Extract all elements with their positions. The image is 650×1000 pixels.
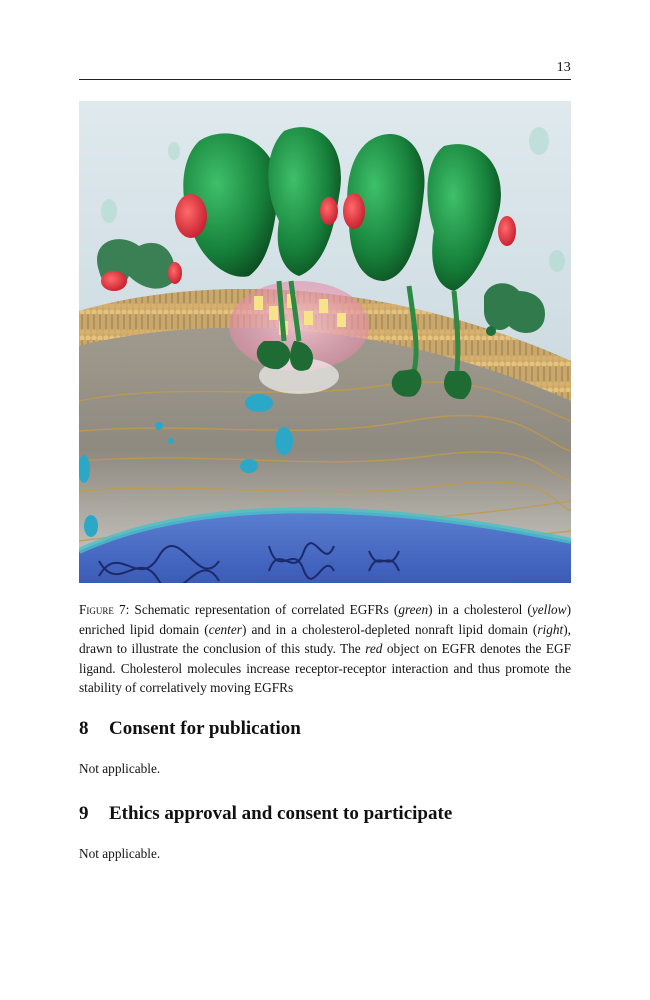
section-body-8: Not applicable. (79, 761, 161, 776)
section-heading-8 (79, 718, 301, 740)
caption-segment: ) in a cholesterol ( (428, 602, 532, 617)
egfr-membrane-illustration (79, 101, 571, 583)
caption-segment: object on EGFR denotes the EGF ligand. Cholesterol molecules increase receptor-receptor interaction and thus promote the stability of correlatively moving EGFRs (79, 641, 571, 696)
caption-italic-term: red (365, 641, 383, 657)
section-number: 8 (79, 718, 89, 739)
caption-segment: Schematic representation of correlated EGFRs ( (134, 602, 399, 617)
figure-label: Figure (79, 602, 114, 617)
figure-caption: Figure 7: Schematic representation of correlated EGFRs (green) in a cholesterol (yellow) enriched lipid domain (center) and in a cholesterol-depleted nonraft lipid domain (right), drawn to illustrate the conclusion of this study. The red object on EGFR denotes the EGF ligand. Cholesterol molecules increase receptor-receptor interaction and thus promote the stability of correlatively moving EGFRs (79, 602, 571, 696)
caption-italic-term: green (398, 602, 429, 617)
section-body-9: Not applicable. (79, 846, 161, 861)
page-number: 13 (556, 60, 571, 75)
figure-7-illustration (79, 101, 571, 583)
caption-italic-term: center (208, 621, 242, 637)
figure-number: 7 (118, 602, 126, 617)
caption-italic-term: right (537, 621, 564, 637)
caption-text (79, 602, 571, 695)
caption-segment: ) and in a cholesterol-depleted nonraft lipid domain ( (241, 621, 538, 637)
section-title: Consent for publication (109, 718, 301, 739)
caption-segment: ), drawn to illustrate the conclusion of this study. The (79, 621, 571, 657)
caption-segment: ) enriched lipid domain ( (79, 602, 571, 637)
section-number: 9 (79, 803, 89, 824)
caption-italic-term: yellow (531, 602, 567, 617)
section-heading-9 (79, 803, 452, 825)
section-title: Ethics approval and consent to participate (109, 803, 453, 824)
header-rule (79, 79, 571, 80)
